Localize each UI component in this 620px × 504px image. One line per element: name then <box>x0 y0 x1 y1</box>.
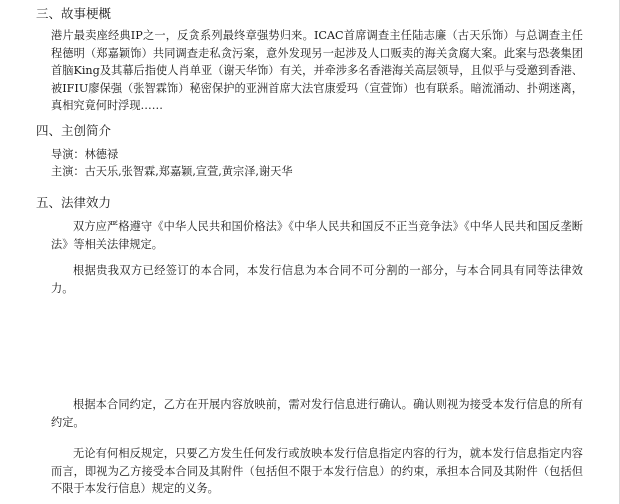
section-heading-legal: 五、法律效力 <box>36 195 112 210</box>
legal-paragraph-laws: 双方应严格遵守《中华人民共和国价格法》《中华人民共和国反不正当竞争法》《中华人民共和国反垄断法》等相关法律规定。 <box>51 220 583 251</box>
director-line: 导演：林德禄 <box>51 148 119 161</box>
legal-paragraph-confirmation: 根据本合同约定，乙方在开展内容放映前，需对发行信息进行确认。确认则视为接受本发行信息的所有约定。 <box>51 398 583 429</box>
section-heading-story: 三、故事梗概 <box>36 6 112 21</box>
legal-paragraph-acceptance: 无论有何相反规定，只要乙方发生任何发行或放映本发行信息指定内容的行为，就本发行信息指定内容而言，即视为乙方接受本合同及其附件（包括但不限于本发行信息）的约束，承担本合同及其附件（包括但不限于本发行信息）规定的义务。 <box>51 447 583 495</box>
story-synopsis-paragraph: 港片最卖座经典IP之一，反贪系列最终章强势归来。ICAC首席调查主任陆志廉（古天乐饰）与总调查主任程德明（郑嘉颖饰）共同调查走私贪污案，意外发现另一起涉及人口贩卖的海关贪腐大案。此案与恐袭集团首脑King及其幕后指使人肖单亚（谢天华饰）有关，并牵涉多名香港海关高层领导，且似乎与受邀到香港、被IFIU廖保强（张智霖饰）秘密保护的亚洲首席大法官康爱玛（宣萱饰）也有联系。暗流涌动、扑朔迷离，真相究竟何时浮现…… <box>51 29 583 112</box>
legal-paragraph-equal-effect: 根据贵我双方已经签订的本合同，本发行信息为本合同不可分割的一部分，与本合同具有同等法律效力。 <box>51 264 583 295</box>
section-heading-creators: 四、主创简介 <box>36 123 112 138</box>
cast-line: 主演：古天乐,张智霖,郑嘉颖,宣萱,黄宗泽,谢天华 <box>51 165 293 178</box>
